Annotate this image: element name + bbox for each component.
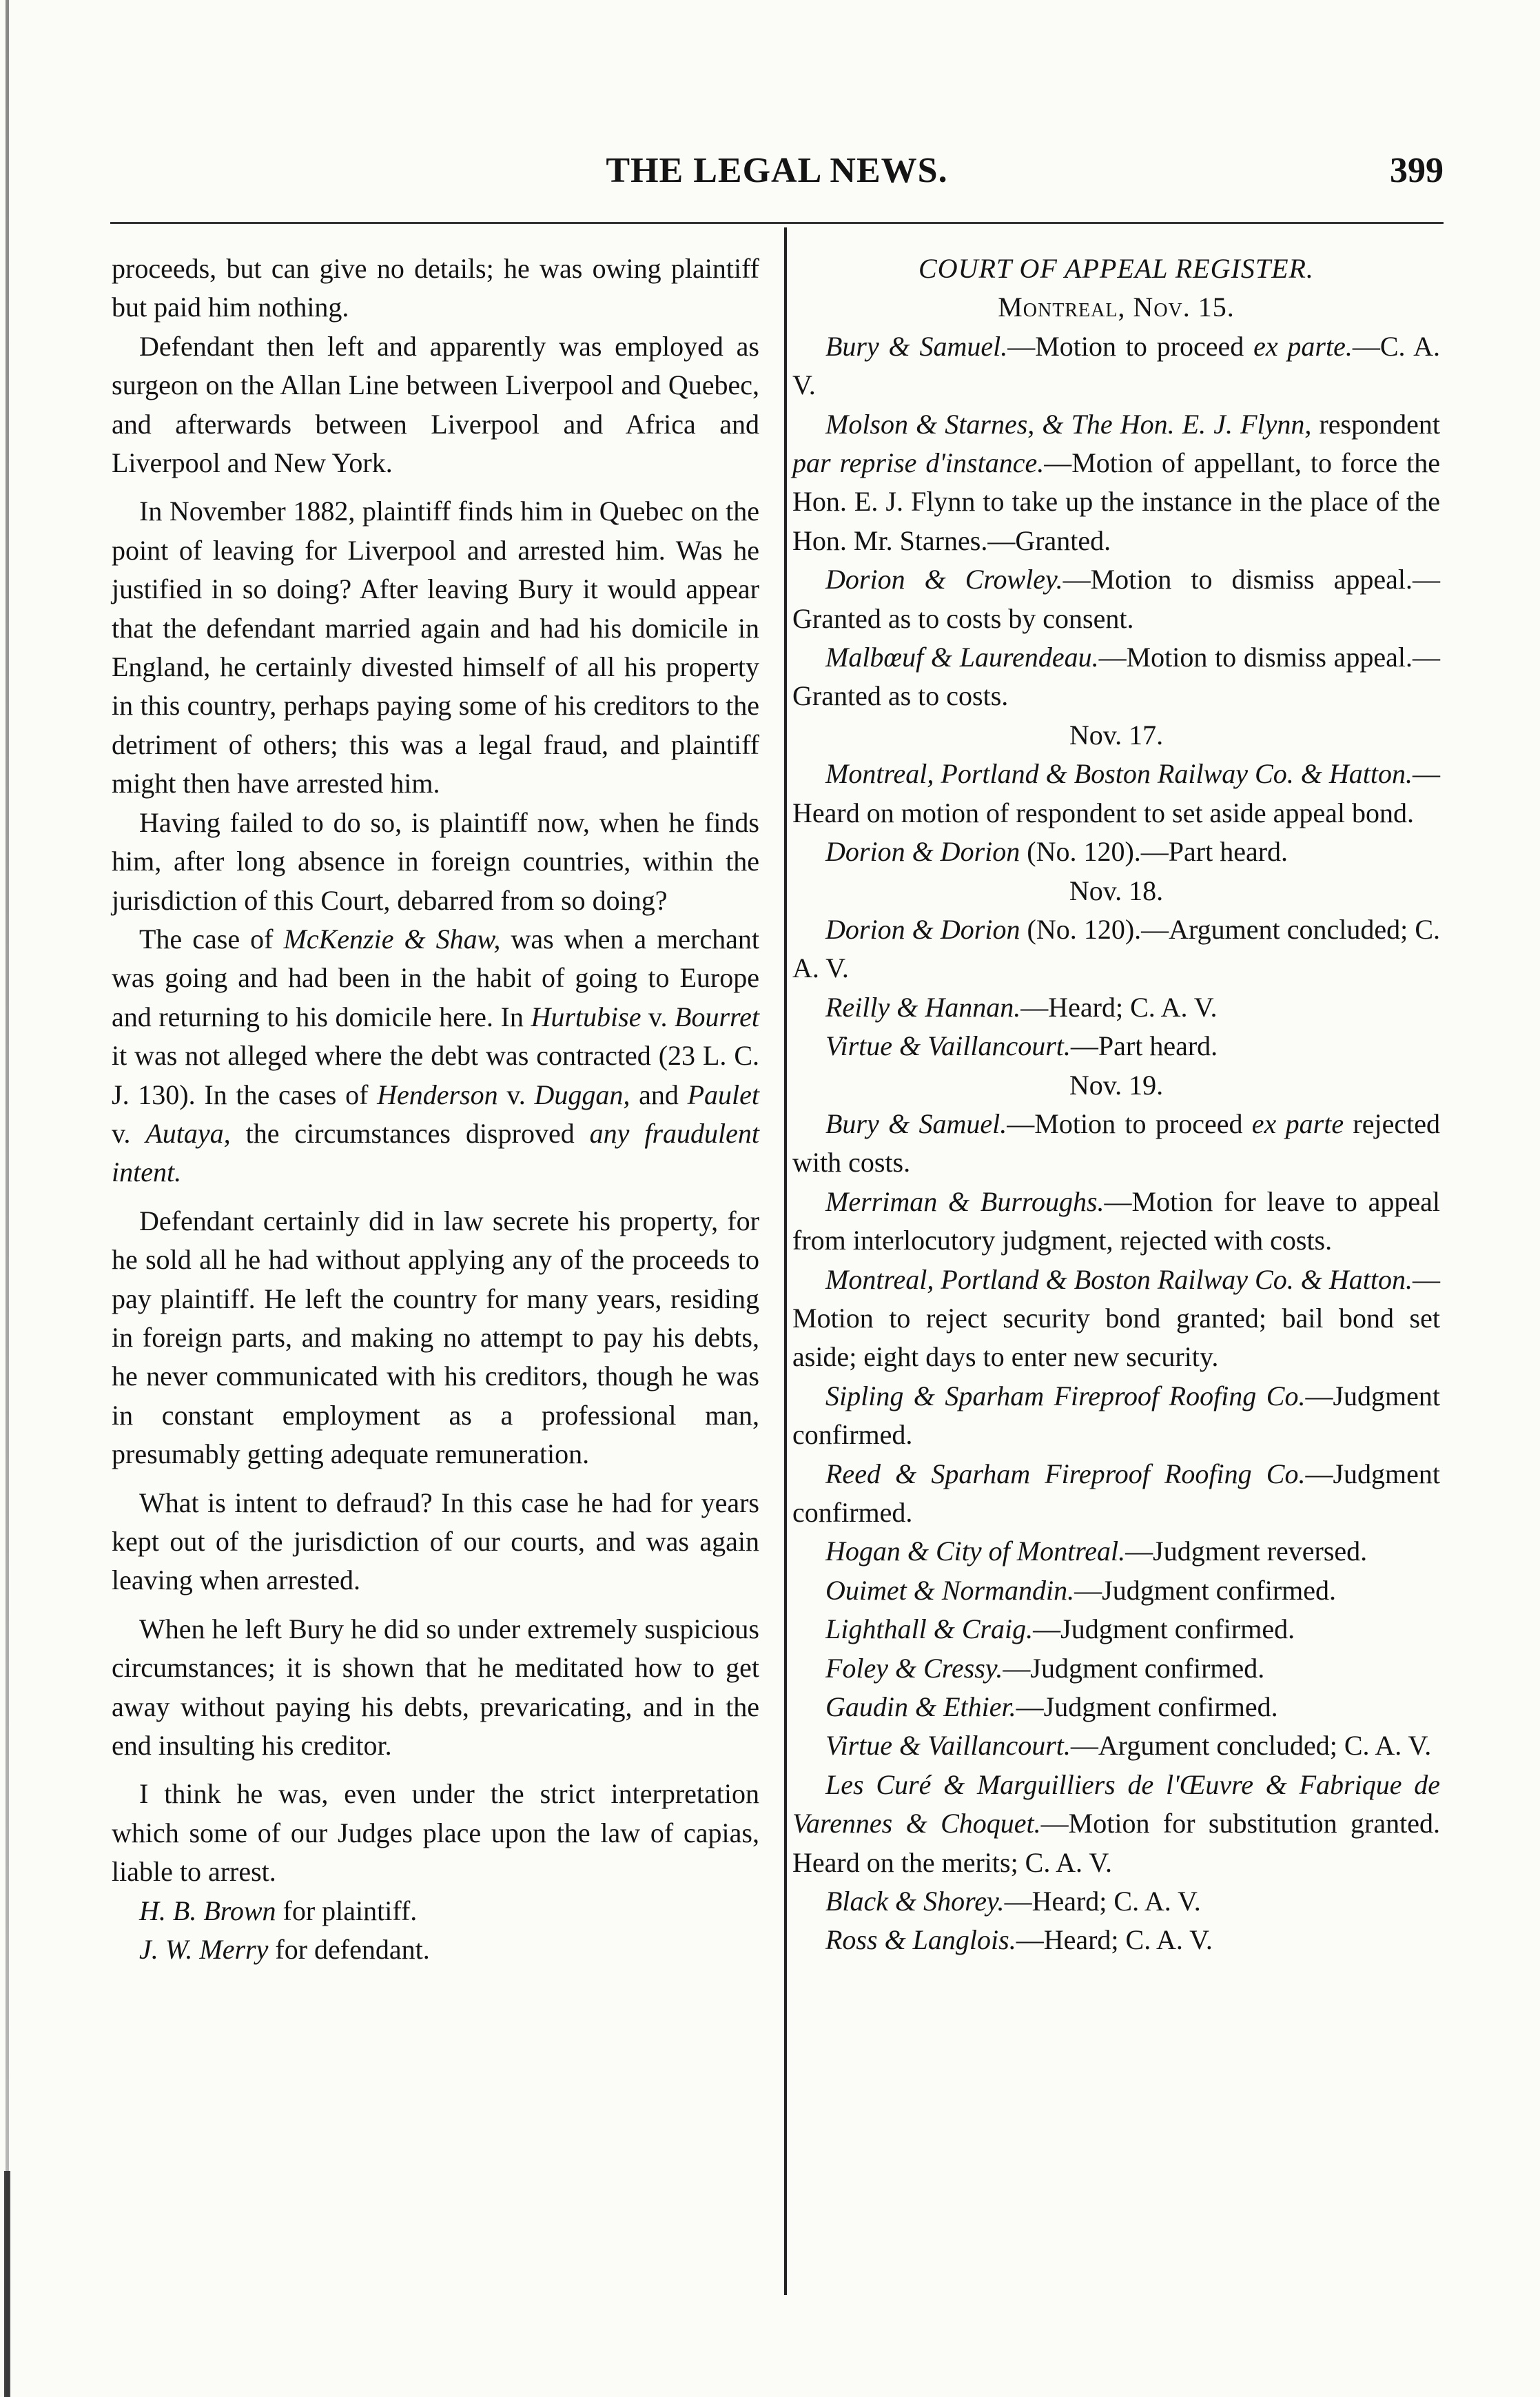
- case-name: Sipling & Sparham Fireproof Roofing Co.: [825, 1380, 1306, 1411]
- header-rule: [110, 222, 1444, 224]
- entries-nov-18: [792, 910, 1440, 1066]
- register-entry: Virtue & Vaillancourt.—Part heard.: [825, 1030, 1218, 1062]
- page-header: [110, 150, 1444, 205]
- case-name: Dorion & Dorion: [825, 913, 1020, 945]
- case-name: Reilly & Hannan.: [825, 991, 1021, 1023]
- case-paragraph: The case of McKenzie & Shaw, was when a merchant was going and had been in the habit of going to Europe and returning to his domicile here. In Hurtubise v. Bourret it was not alleged where the debt was contracted (23 L. C. J. 130). In the cases of Henderson v. Duggan, and Paulet v. Autaya, the circumstances disproved any fraudulent intent.: [112, 923, 759, 1188]
- paragraph: Defendant then left and apparently was employed as surgeon on the Allan Line between Liverpool and Quebec, and afterwards between Liverpool and Africa and Liverpool and New York.: [112, 330, 759, 479]
- paragraph: I think he was, even under the strict interpretation which some of our Judges place upon the law of capias, liable to arrest.: [112, 1778, 759, 1888]
- paragraph: When he left Bury he did so under extremely suspicious circumstances; it is shown that he meditated how to get away without paying his debts, prevaricating, and in the end insulting his creditor.: [112, 1613, 759, 1762]
- journal-title: THE LEGAL NEWS.: [606, 151, 948, 190]
- case-name: Les Curé & Marguilliers de l'Œuvre & Fabrique de Varennes & Choquet.: [792, 1768, 1440, 1839]
- date-heading: Nov. 19.: [1069, 1069, 1164, 1101]
- register-entry: Dorion & Dorion (No. 120).—Part heard.: [825, 836, 1289, 868]
- register-entry: Ross & Langlois.—Heard; C. A. V.: [825, 1924, 1213, 1956]
- case-name: Duggan,: [534, 1079, 630, 1110]
- page-edge-shadow: [6, 0, 9, 2397]
- emphasis: ex parte: [1251, 1108, 1344, 1139]
- counsel-line: H. B. Brown for plaintiff.: [139, 1895, 418, 1926]
- register-entry: Malbœuf & Laurendeau.—Motion to dismiss appeal.—Granted as to costs.: [792, 642, 1440, 712]
- left-column: [112, 249, 759, 1969]
- paragraph: Having failed to do so, is plaintiff now, when he finds him, after long absence in foreign countries, within the jurisdiction of this Court, debarred from so doing?: [112, 806, 759, 916]
- case-name: Gaudin & Ethier.: [825, 1691, 1016, 1723]
- case-name: Dorion & Crowley.: [825, 564, 1063, 595]
- register-entry: Ouimet & Normandin.—Judgment confirmed.: [825, 1574, 1337, 1606]
- case-name: Molson & Starnes, & The Hon. E. J. Flynn,: [825, 408, 1312, 440]
- case-name: Montreal, Portland & Boston Railway Co. & Hatton.: [825, 758, 1413, 790]
- register-entry: Hogan & City of Montreal.—Judgment reversed.: [825, 1536, 1368, 1567]
- case-name: Hurtubise: [531, 1001, 641, 1032]
- case-name: Dorion & Dorion: [825, 836, 1020, 868]
- case-name: Henderson: [377, 1079, 498, 1110]
- case-name: Merriman & Burroughs.: [825, 1185, 1105, 1217]
- right-column: [792, 249, 1440, 1960]
- case-name: Foley & Cressy.: [825, 1652, 1003, 1684]
- case-name: Virtue & Vaillancourt.: [825, 1030, 1071, 1062]
- register-entry: Merriman & Burroughs.—Motion for leave to appeal from interlocutory judgment, rejected with costs.: [792, 1185, 1440, 1256]
- case-name: Paulet: [687, 1079, 759, 1110]
- register-entry: Lighthall & Craig.—Judgment confirmed.: [825, 1613, 1295, 1645]
- case-name: Montreal, Portland & Boston Railway Co. & Hatton.: [825, 1263, 1413, 1295]
- register-entry: Virtue & Vaillancourt.—Argument concluded; C. A. V.: [825, 1730, 1432, 1762]
- register-entry: Les Curé & Marguilliers de l'Œuvre & Fabrique de Varennes & Choquet.—Motion for substitution granted. Heard on the merits; C. A. V.: [792, 1768, 1440, 1878]
- emphasis: any fraudulent intent.: [112, 1117, 759, 1188]
- paragraph: In November 1882, plaintiff finds him in Quebec on the point of leaving for Liverpool and arrested him. Was he justified in so doing? After leaving Bury it would appear that the defendant married again and had his domicile in England, he certainly divested himself of all his property in this country, perhaps paying some of his creditors to the detriment of others; this was a legal fraud, and plaintiff might then have arrested him.: [112, 496, 759, 799]
- case-name: Black & Shorey.: [825, 1886, 1005, 1917]
- paragraph: What is intent to defraud? In this case he had for years kept out of the jurisdiction of our courts, and was again leaving when arrested.: [112, 1487, 759, 1596]
- page-number: 399: [1390, 151, 1444, 190]
- register-entry: Bury & Samuel.—Motion to proceed ex parte.—C. A. V.: [792, 330, 1440, 401]
- register-entry: Reilly & Hannan.—Heard; C. A. V.: [825, 991, 1218, 1023]
- case-name: Autaya,: [145, 1117, 231, 1149]
- page-edge-mark: [4, 2171, 10, 2397]
- register-entry: Montreal, Portland & Boston Railway Co. & Hatton.—Heard on motion of respondent to set aside appeal bond.: [792, 758, 1440, 828]
- date-heading: Nov. 17.: [1069, 719, 1164, 751]
- emphasis: par reprise d'instance.: [792, 447, 1045, 479]
- register-entry: Molson & Starnes, & The Hon. E. J. Flynn, respondent par reprise d'instance.—Motion of appellant, to force the Hon. E. J. Flynn to take up the instance in the place of the Hon. Mr. Starnes.—Granted.: [792, 408, 1440, 556]
- register-entry: Gaudin & Ethier.—Judgment confirmed.: [825, 1691, 1278, 1723]
- entries-nov-19: [792, 1105, 1440, 1960]
- entries-nov-17: [792, 755, 1440, 871]
- case-name: Virtue & Vaillancourt.: [825, 1730, 1071, 1762]
- case-name: Hogan & City of Montreal.: [825, 1536, 1126, 1567]
- register-entry: Reed & Sparham Fireproof Roofing Co.—Judgment confirmed.: [792, 1458, 1440, 1528]
- place-date: Montreal, Nov. 15.: [998, 292, 1235, 323]
- column-divider: [784, 227, 787, 2295]
- case-name: Bourret: [675, 1001, 759, 1032]
- register-entry: Dorion & Dorion (No. 120).—Argument concluded; C. A. V.: [792, 913, 1440, 984]
- case-name: Lighthall & Craig.: [825, 1613, 1034, 1645]
- register-entry: Bury & Samuel.—Motion to proceed ex parte rejected with costs.: [792, 1108, 1440, 1179]
- register-entry: Black & Shorey.—Heard; C. A. V.: [825, 1886, 1201, 1917]
- section-title: COURT OF APPEAL REGISTER.: [918, 253, 1314, 284]
- case-name: Reed & Sparham Fireproof Roofing Co.: [825, 1458, 1306, 1489]
- counsel-line: J. W. Merry for defendant.: [139, 1934, 430, 1966]
- case-name: Malbœuf & Laurendeau.: [825, 642, 1099, 673]
- case-name: Bury & Samuel.: [825, 1108, 1007, 1139]
- case-name: Bury & Samuel.: [825, 330, 1008, 362]
- case-name: Ouimet & Normandin.: [825, 1574, 1075, 1606]
- register-entry: Sipling & Sparham Fireproof Roofing Co.—Judgment confirmed.: [792, 1380, 1440, 1451]
- emphasis: ex parte.: [1253, 330, 1353, 362]
- date-heading: Nov. 18.: [1069, 875, 1164, 906]
- paragraph: proceeds, but can give no details; he was owing plaintiff but paid him nothing.: [112, 253, 759, 323]
- entries-nov-15: [792, 327, 1440, 716]
- register-entry: Foley & Cressy.—Judgment confirmed.: [825, 1652, 1265, 1684]
- register-entry: Dorion & Crowley.—Motion to dismiss appeal.—Granted as to costs by consent.: [792, 564, 1440, 634]
- case-name: Ross & Langlois.: [825, 1924, 1016, 1956]
- paragraph: Defendant certainly did in law secrete his property, for he sold all he had without applying any of the proceeds to pay plaintiff. He left the country for many years, residing in foreign parts, and making no attempt to pay his debts, he never communicated with his creditors, though he was in constant employment as a professional man, presumably getting adequate remuneration.: [112, 1205, 759, 1470]
- case-name: McKenzie & Shaw,: [283, 923, 501, 955]
- register-entry: Montreal, Portland & Boston Railway Co. & Hatton.—Motion to reject security bond granted; bail bond set aside; eight days to enter new security.: [792, 1263, 1440, 1373]
